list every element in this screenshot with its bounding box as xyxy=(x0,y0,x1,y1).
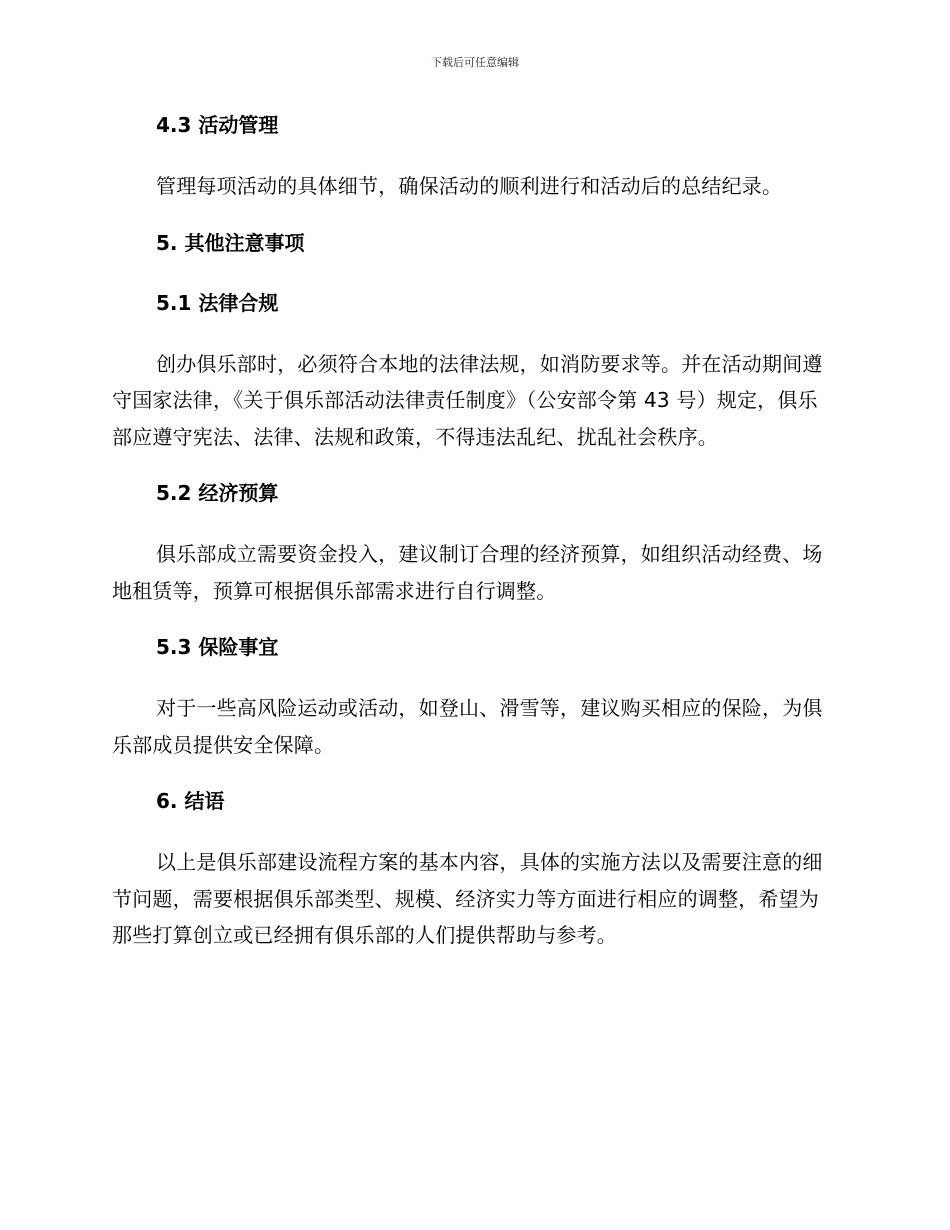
section-6-heading: 6. 结语 xyxy=(156,789,225,813)
section-4-3-paragraph: 管理每项活动的具体细节，确保活动的顺利进行和活动后的总结纪录。 xyxy=(156,174,783,198)
section-4-3-heading: 4.3 活动管理 xyxy=(156,113,279,137)
document-body xyxy=(112,108,832,975)
section-5-3-heading: 5.3 保险事宜 xyxy=(156,635,279,659)
section-6-paragraph: 以上是俱乐部建设流程方案的基本内容，具体的实施方法以及需要注意的细节问题，需要根据俱乐部类型、规模、经济实力等方面进行相应的调整，希望为那些打算创立或已经拥有俱乐部的人们提供帮助与参考。 xyxy=(112,850,823,947)
section-5-1-paragraph: 创办俱乐部时，必须符合本地的法律法规，如消防要求等。并在活动期间遵守国家法律，《关于俱乐部活动法律责任制度》（公安部令第 43 号）规定，俱乐部应遵守宪法、法律、法规和政策，不得违法乱纪、扰乱社会秩序。 xyxy=(112,351,823,449)
section-5-1-heading: 5.1 法律合规 xyxy=(156,290,279,315)
page-header-note: 下载后可任意编辑 xyxy=(431,56,519,69)
section-5-heading: 5. 其他注意事项 xyxy=(156,230,305,255)
section-5-3-paragraph: 对于一些高风险运动或活动，如登山、滑雪等，建议购买相应的保险，为俱乐部成员提供安全保障。 xyxy=(112,696,823,757)
section-5-2-heading: 5.2 经济预算 xyxy=(156,481,279,505)
section-5-2-paragraph: 俱乐部成立需要资金投入，建议制订合理的经济预算，如组织活动经费、场地租赁等，预算可根据俱乐部需求进行自行调整。 xyxy=(112,542,823,603)
